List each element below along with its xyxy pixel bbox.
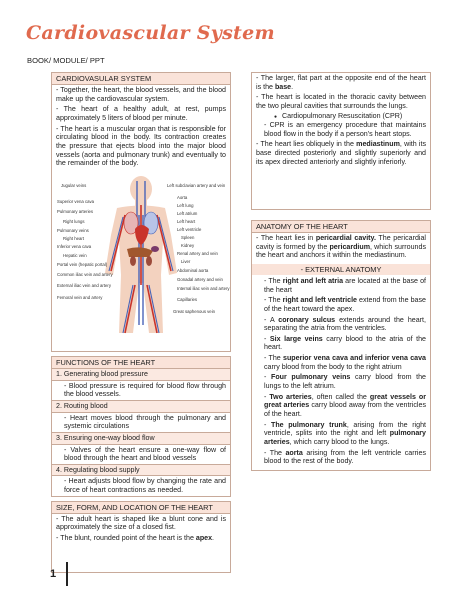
figure-label-right-13: Internal iliac vein and artery: [177, 285, 230, 291]
figure-label-left-5: Pulmonary veins: [57, 227, 89, 233]
function-4-title: 4. Regulating blood supply: [52, 465, 230, 477]
function-2-title: 2. Routing blood: [52, 401, 230, 413]
size-section: [51, 501, 231, 573]
figure-label-left-6: Right heart: [63, 235, 85, 241]
figure-label-right-7: Spleen: [181, 234, 195, 240]
external-item-6: - Four pulmonary veins carry blood from the lungs to the left atrium.: [264, 373, 426, 391]
external-item-1: - The right and left atria are located at the base of the heart: [264, 276, 426, 294]
cpr-bullet: ● Cardiopulmonary Resuscitation (CPR): [252, 112, 430, 121]
cardio-section: [51, 72, 231, 352]
external-item-4: - Six large veins carry blood to the atria of the heart.: [264, 334, 426, 352]
right-column: [251, 72, 431, 471]
figure-label-left-3: Pulmonary arteries: [57, 208, 94, 214]
figure-label-right-12: Gonadal artery and vein: [177, 276, 223, 282]
figure-label-right-10: Liver: [181, 258, 191, 264]
figure-label-left-1: Jugular veins: [61, 182, 87, 188]
functions-section: [51, 356, 231, 497]
anatomy-heading: ANATOMY OF THE HEART: [252, 221, 430, 233]
figure-label-right-1: Left subclavian artery and vein: [167, 182, 226, 188]
figure-label-right-3: Left lung: [177, 202, 194, 208]
figure-label-right-9: Renal artery and vein: [177, 250, 218, 256]
base-paragraph: - The larger, flat part at the opposite end of the heart is the base.: [256, 74, 426, 91]
external-item-8: - The pulmonary trunk, arising from the right ventricle, splits into the right and left pulmonary arteries, which carry blood to the lungs.: [264, 420, 426, 446]
page-title: Cardiovascular System: [26, 22, 275, 44]
left-column: [51, 72, 231, 573]
figure-label-left-2: Superior vena cava: [57, 198, 95, 204]
function-4-text: - Heart adjusts blood flow by changing the rate and force of heart contractions as needed.: [64, 477, 226, 495]
figure-label-left-4: Right lungs: [63, 218, 85, 224]
external-item-2: - The right and left ventricle extend from the base of the heart toward the apex.: [264, 296, 426, 313]
function-3-text: - Valves of the heart ensure a one-way flow of blood through the heart and blood vessels: [52, 445, 230, 465]
figure-label-left-7: Inferior vena cava: [57, 243, 92, 249]
function-3-title: 3. Ensuring one-way blood flow: [52, 433, 230, 445]
functions-heading: FUNCTIONS OF THE HEART: [52, 357, 230, 369]
function-1-text: - Blood pressure is required for blood flow through the blood vessels.: [52, 381, 230, 401]
footer-divider: [66, 562, 68, 586]
location-section: [251, 72, 431, 210]
figure-label-right-14: Capillaries: [177, 296, 198, 302]
mediastinum-paragraph: - The heart lies obliquely in the mediastinum, with its base directed posteriorly and slightly superiorly and its apex directed anteriorly and slightly inferiorly.: [256, 140, 427, 166]
figure-label-left-8: Hepatic vein: [63, 252, 87, 258]
external-item-3: - A coronary sulcus extends around the heart, separating the atria from the ventricles.: [264, 315, 426, 333]
size-paragraph-1: - The adult heart is shaped like a blunt cone and is approximately the size of a closed fist.: [56, 514, 226, 532]
figure-label-right-15: Great saphenous vein: [173, 308, 216, 314]
figure-label-left-11: External iliac vein and artery: [57, 282, 111, 288]
cpr-paragraph: - CPR is an emergency procedure that maintains blood flow in the body if a person's heart stops.: [264, 121, 426, 138]
figure-label-left-9: Portal vein (hepatic portal): [57, 261, 108, 267]
anatomy-section: [251, 220, 431, 471]
size-paragraph-2: - The blunt, rounded point of the heart is the apex.: [56, 534, 215, 543]
location-paragraph: - The heart is located in the thoracic cavity between the two pleural cavities that surrounds the lungs.: [256, 93, 426, 110]
cardio-paragraph-3: - The heart is a muscular organ that is responsible for circulating blood in the body. Its contraction creates the pressure that ejects blood into the major blood vessels (aorta and pulmonary trunk) and eventually to the remainder of the body.: [56, 124, 226, 168]
function-2-text: - Heart moves blood through the pulmonary and systemic circulations: [52, 413, 230, 433]
figure-label-right-8: Kidney: [181, 242, 195, 248]
cardio-heading: CARDIOVASULAR SYSTEM: [52, 73, 230, 85]
figure-label-right-11: Abdominal aorta: [177, 267, 209, 273]
circulation-figure: [55, 175, 230, 335]
cardio-paragraph-1: - Together, the heart, the blood vessels, and the blood make up the cardiovascular system.: [56, 86, 226, 103]
figure-label-right-4: Left atrium: [177, 210, 198, 216]
figure-label-left-12: Femoral vein and artery: [57, 294, 103, 300]
function-1-title: 1. Generating blood pressure: [52, 369, 230, 381]
figure-label-right-2: Aorta: [177, 194, 188, 200]
page-subtitle: BOOK/ MODULE/ PPT: [27, 56, 105, 65]
cardio-paragraph-2: - The heart of a healthy adult, at rest, pumps approximately 5 liters of blood per minute.: [56, 105, 226, 122]
external-item-9: - The aorta arising from the left ventricle carries blood to the rest of the body.: [264, 448, 426, 466]
figure-label-right-5: Left heart: [177, 218, 196, 224]
size-heading: SIZE, FORM, AND LOCATION OF THE HEART: [52, 502, 230, 514]
external-item-7: - Two arteries, often called the great vessels or great arteries carry blood away from the ventricles of the heart.: [264, 392, 426, 418]
figure-label-right-6: Left ventricle: [177, 226, 202, 232]
page-number: 1: [50, 568, 57, 580]
figure-label-left-10: Common iliac vein and artery: [57, 271, 113, 277]
pericardium-paragraph: - The heart lies in pericardial cavity. The pericardial cavity is formed by the pericardium, which surrounds the heart and anchors it within the mediastinum.: [256, 234, 426, 260]
external-item-5: - The superior vena cava and inferior vena cava carry blood from the body to the right atrium: [264, 354, 426, 371]
external-anatomy-heading: - EXTERNAL ANATOMY: [252, 264, 430, 275]
